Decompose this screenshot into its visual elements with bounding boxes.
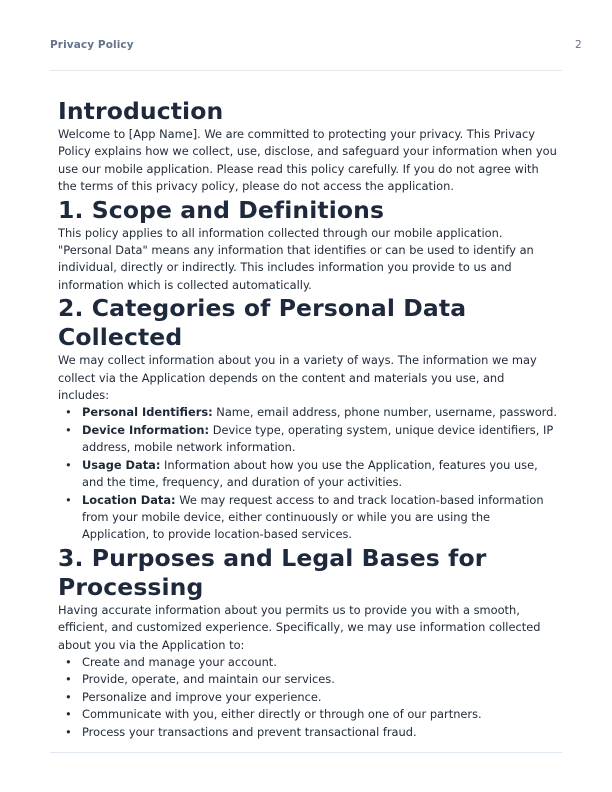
section-heading: 3. Purposes and Legal Bases for Processing — [58, 543, 487, 601]
list-item-text: We may request access to and track location-based information from your mobile device, either continuously or while you are using the Application, to provide location-based services. — [82, 492, 544, 542]
list-item-term: Location Data: — [82, 492, 176, 507]
section-data-categories — [58, 294, 558, 543]
bullet-icon: • — [65, 707, 72, 722]
section-scope-definitions — [58, 196, 558, 295]
bullet-icon: • — [65, 422, 72, 437]
document-body — [58, 97, 558, 741]
section-paragraph: This policy applies to all information collected through our mobile application. "Personal Data" means any information that identifies or can be used to identify an individual, directly or indirectly. This includes information you provide to us and information which is collected automatically. — [58, 225, 534, 292]
page-number: 2 — [575, 39, 582, 51]
section-heading: Introduction — [58, 97, 224, 125]
section-paragraph: We may collect information about you in a variety of ways. The information we may collect via the Application depends on the content and materials you use, and includes: — [58, 353, 537, 403]
bullet-icon: • — [65, 405, 72, 420]
footer-divider — [50, 752, 562, 753]
list-item — [65, 404, 558, 421]
list-item — [65, 422, 558, 457]
list-item-text: Information about how you use the Application, features you use, and the time, frequency, and duration of your activities. — [82, 457, 538, 490]
header-divider — [50, 70, 562, 71]
list-item — [65, 724, 558, 741]
list-item — [65, 706, 558, 723]
bullet-icon: • — [65, 689, 72, 704]
list-item-text: Name, email address, phone number, username, password. — [212, 405, 558, 420]
bullet-icon: • — [65, 492, 72, 507]
list-item-term: Personal Identifiers: — [82, 405, 213, 420]
bullet-icon: • — [65, 654, 72, 669]
section-paragraph: Welcome to [App Name]. We are committed to protecting your privacy. This Privacy Policy explains how we collect, use, disclose, and safeguard your information when you use our mobile application. Please read this policy carefully. If you do not agree with the terms of this privacy policy, please do not access the application. — [58, 127, 557, 194]
list-item — [65, 654, 558, 671]
bullet-icon: • — [65, 724, 72, 739]
list-item-text: Process your transactions and prevent transactional fraud. — [82, 724, 417, 739]
list-item — [65, 492, 558, 544]
section-heading: 2. Categories of Personal Data Collected — [58, 294, 467, 352]
list-item-text: Create and manage your account. — [82, 654, 277, 669]
list-item-text: Provide, operate, and maintain our services. — [82, 672, 335, 687]
list-item-term: Usage Data: — [82, 457, 161, 472]
list-item — [65, 689, 558, 706]
bullet-icon: • — [65, 457, 72, 472]
section-paragraph: Having accurate information about you permits us to provide you with a smooth, efficient, and customized experience. Specifically, we may use information collected about you via the Application to: — [58, 602, 541, 652]
list-item-text: Communicate with you, either directly or through one of our partners. — [82, 707, 482, 722]
list-item-text: Device type, operating system, unique device identifiers, IP address, mobile network information. — [82, 422, 554, 455]
page-header — [50, 38, 582, 54]
data-categories-list — [58, 404, 558, 543]
section-purposes-legal-bases — [58, 544, 558, 741]
list-item-term: Device Information: — [82, 422, 210, 437]
section-heading: 1. Scope and Definitions — [58, 195, 385, 224]
section-introduction — [58, 97, 558, 196]
purposes-list — [58, 654, 558, 741]
list-item — [65, 671, 558, 688]
bullet-icon: • — [65, 672, 72, 687]
list-item — [65, 457, 558, 492]
list-item-text: Personalize and improve your experience. — [82, 689, 322, 704]
document-title: Privacy Policy — [50, 39, 134, 51]
